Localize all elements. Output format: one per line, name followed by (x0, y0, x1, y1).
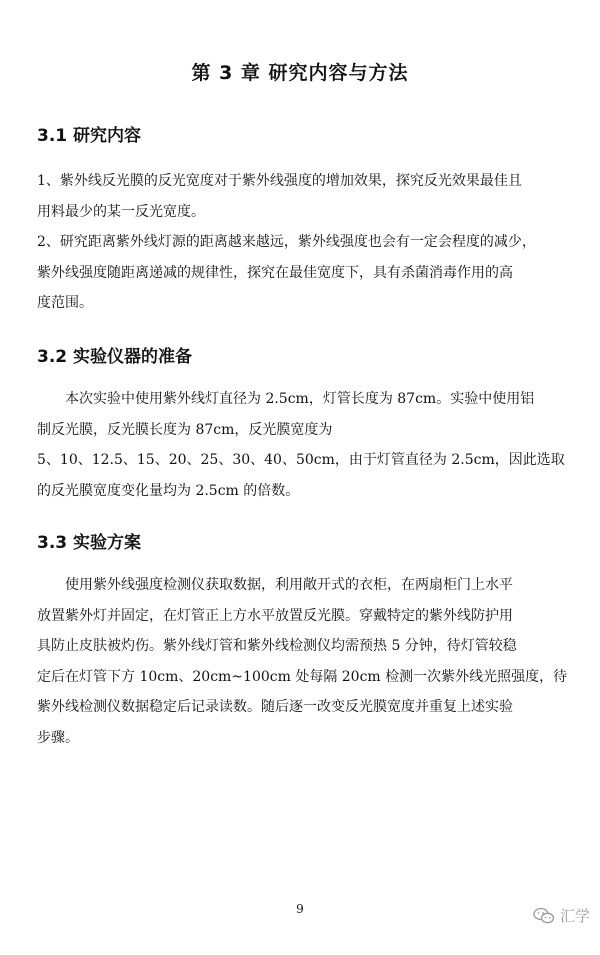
text-line: 紫外线强度随距离递减的规律性，探究在最佳宽度下，具有杀菌消毒作用的高 (37, 264, 513, 281)
page-number: 9 (296, 902, 304, 916)
watermark (533, 905, 590, 926)
paragraph-3-2 (37, 384, 569, 506)
paragraph-3-3 (37, 570, 569, 753)
paragraph-3-1-item-1 (37, 166, 569, 227)
text-line: 1、紫外线反光膜的反光宽度对于紫外线强度的增加效果，探究反光效果最佳且 (37, 173, 522, 189)
wechat-icon (533, 907, 555, 925)
section-heading-3-3: 3.3 实验方案 (37, 533, 142, 553)
text-line: 步骤。 (37, 729, 79, 746)
text-line: 定后在灯管下方 10cm、20cm~100cm 处每隔 20cm 检测一次紫外线光照强度，待 (37, 668, 568, 685)
section-heading-3-1: 3.1 研究内容 (37, 126, 142, 146)
watermark-text: 汇学 (559, 907, 590, 925)
text-line: 5、10、12.5、15、20、25、30、40、50cm，由于灯管直径为 2.5cm，因此选取 (37, 452, 565, 468)
text-line: 度范围。 (37, 295, 93, 311)
paragraph-3-1-item-2 (37, 227, 569, 319)
text-line: 制反光膜，反光膜长度为 87cm，反光膜宽度为 (37, 421, 333, 438)
text-line: 用料最少的某一反光宽度。 (37, 203, 205, 220)
text-line: 放置紫外灯并固定，在灯管正上方水平放置反光膜。穿戴特定的紫外线防护用 (37, 607, 513, 624)
text-line: 本次实验中使用紫外线灯直径为 2.5cm，灯管长度为 87cm。实验中使用铝 (65, 391, 535, 407)
text-line: 紫外线检测仪数据稳定后记录读数。随后逐一改变反光膜宽度并重复上述实验 (37, 699, 513, 715)
text-line: 具防止皮肤被灼伤。紫外线灯管和紫外线检测仪均需预热 5 分钟，待灯管较稳 (37, 638, 517, 654)
text-line: 使用紫外线强度检测仪获取数据，利用敞开式的衣柜，在两扇柜门上水平 (65, 577, 513, 593)
chapter-title: 第 3 章 研究内容与方法 (191, 62, 409, 84)
section-heading-3-2: 3.2 实验仪器的准备 (37, 347, 193, 367)
text-line: 2、研究距离紫外线灯源的距离越来越远，紫外线强度也会有一定会程度的减少， (37, 234, 536, 250)
text-line: 的反光膜宽度变化量均为 2.5cm 的倍数。 (37, 482, 300, 499)
